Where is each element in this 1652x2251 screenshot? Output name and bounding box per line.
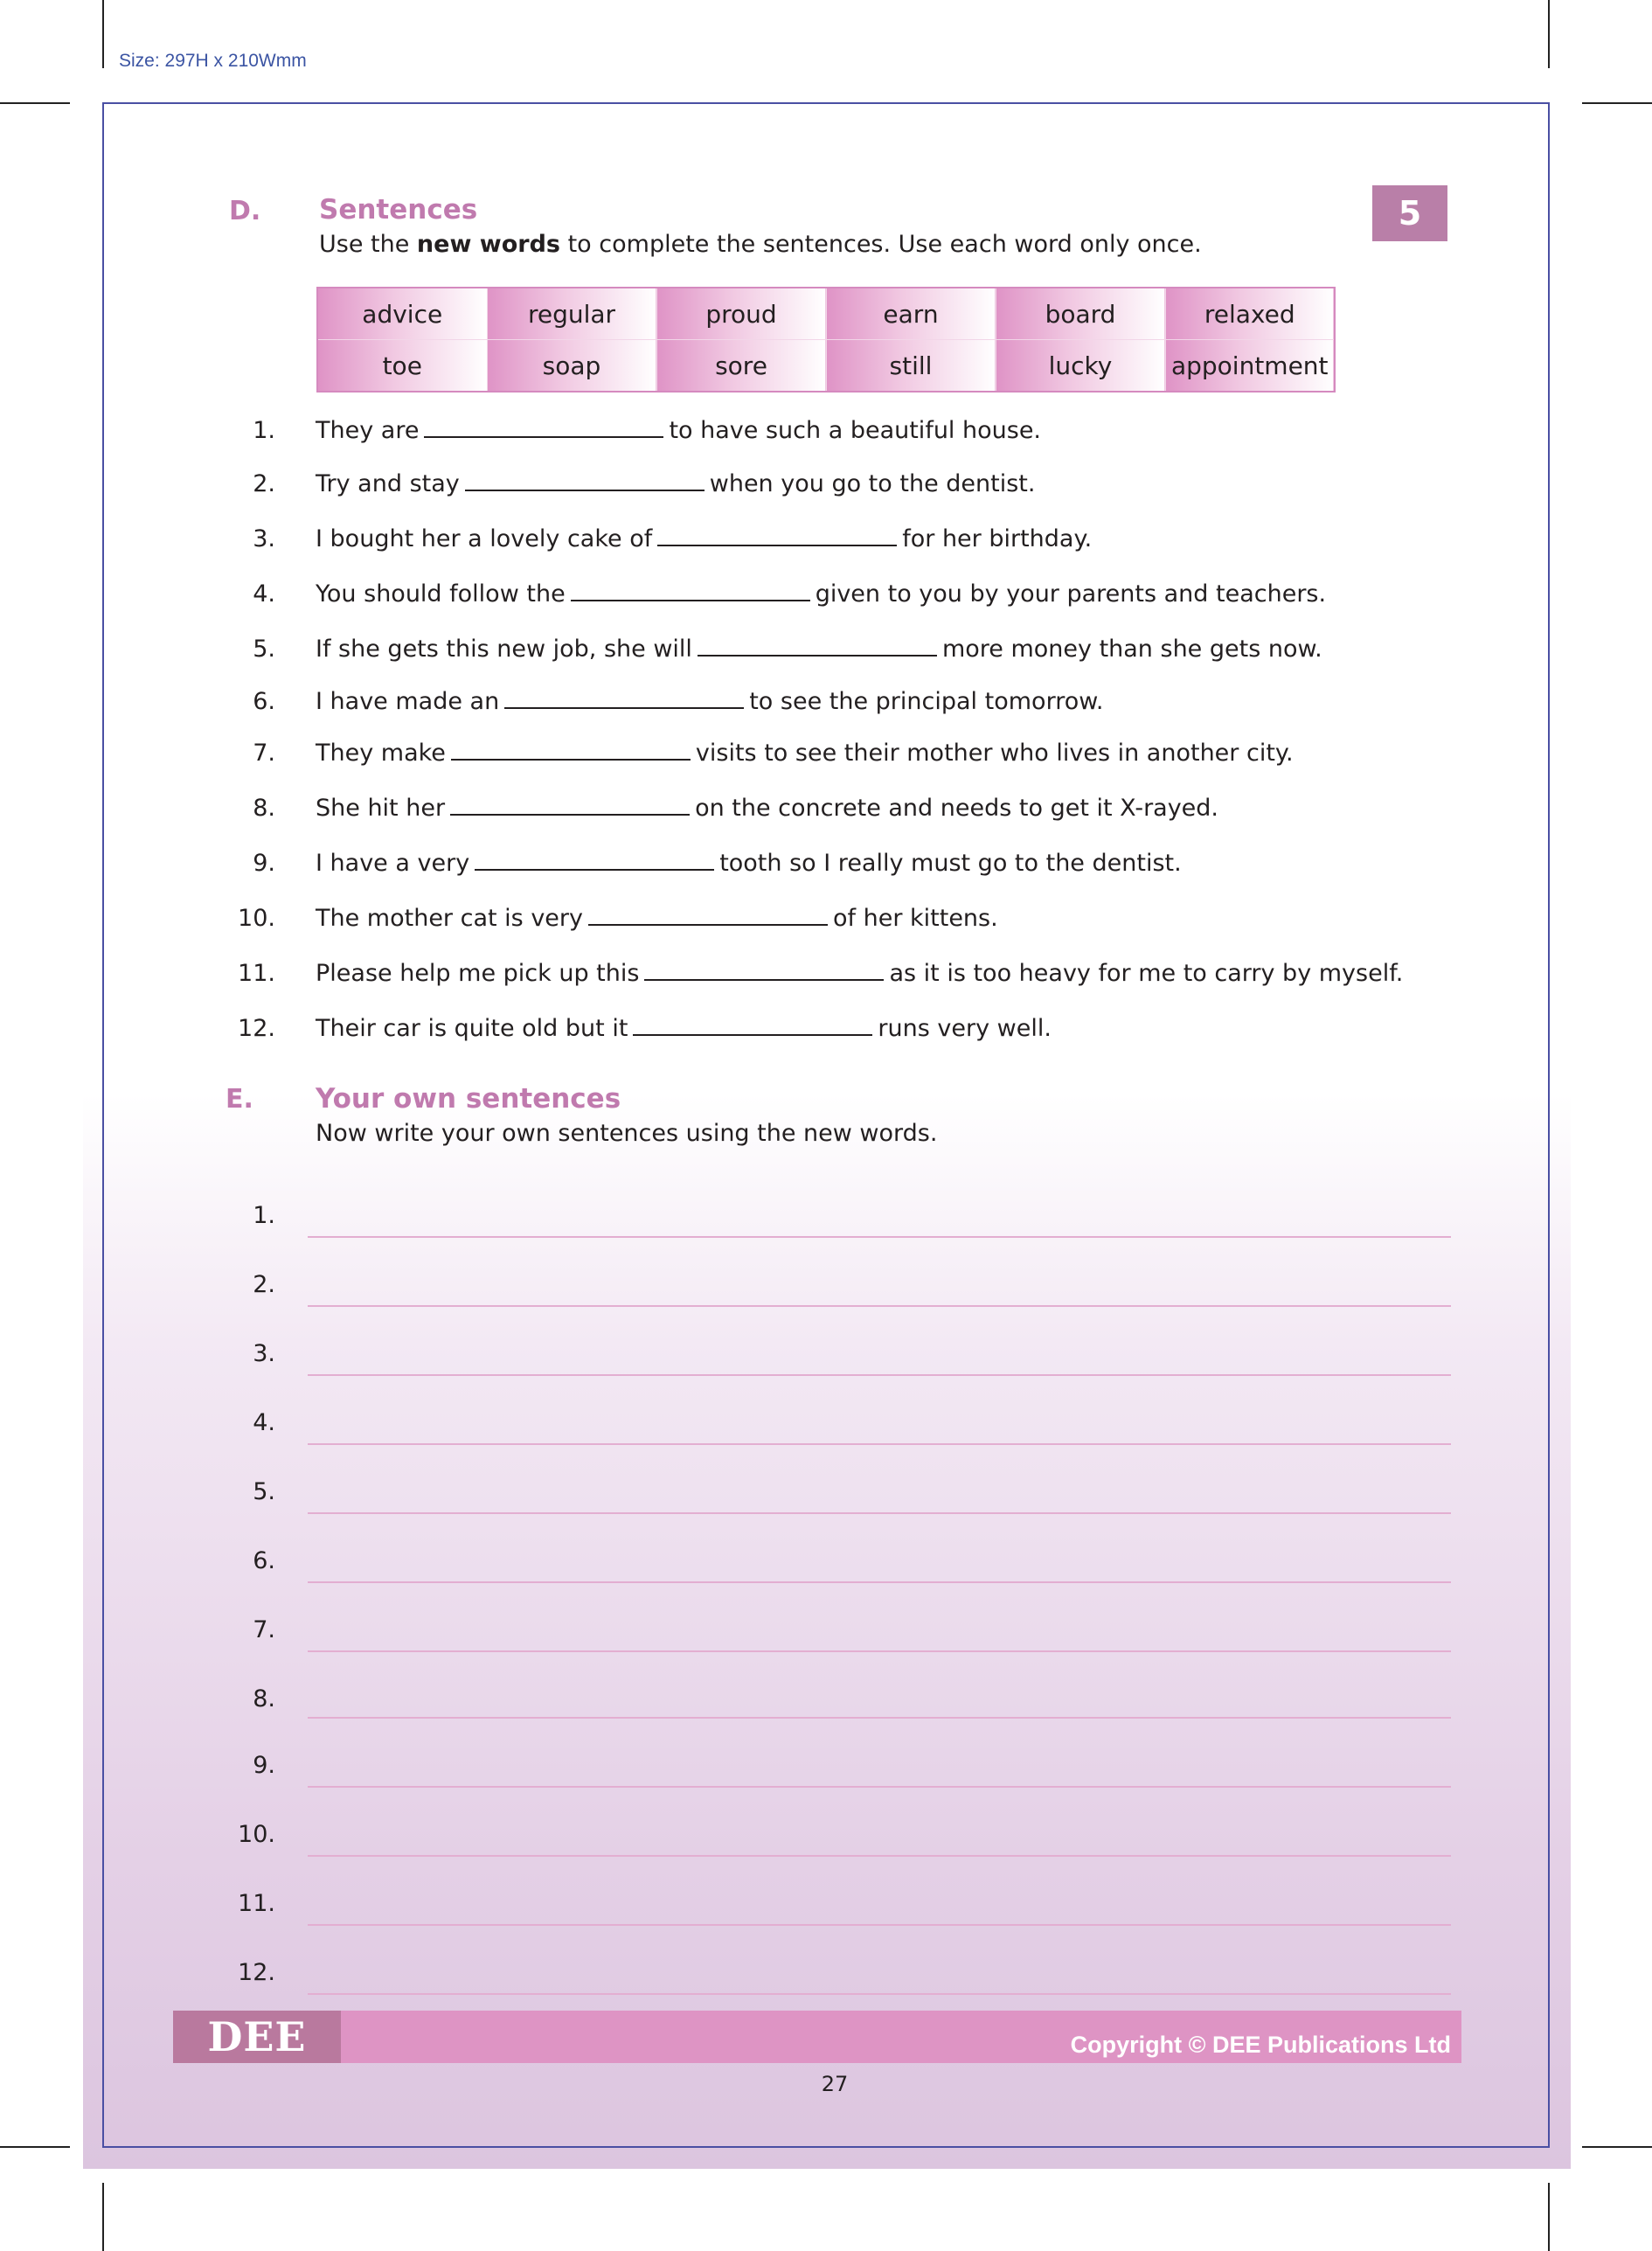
crop-mark xyxy=(1548,0,1550,68)
crop-mark xyxy=(0,102,70,104)
writing-line[interactable] xyxy=(308,1924,1451,1926)
writing-line[interactable] xyxy=(308,1374,1451,1376)
word-bank-table xyxy=(316,287,1336,393)
line-number: 1. xyxy=(253,1202,275,1229)
line-number: 9. xyxy=(253,1752,275,1779)
writing-line[interactable] xyxy=(308,1650,1451,1652)
line-number: 5. xyxy=(253,1478,275,1505)
answer-blank[interactable] xyxy=(504,688,744,709)
answer-blank[interactable] xyxy=(465,470,705,491)
word-bank-cell: relaxed xyxy=(1165,288,1335,340)
word-bank-cell: regular xyxy=(487,288,656,340)
crop-mark xyxy=(102,0,104,68)
writing-line[interactable] xyxy=(308,1717,1451,1719)
answer-blank[interactable] xyxy=(657,525,897,546)
section-d-title: Sentences xyxy=(319,194,478,226)
word-bank-cell: board xyxy=(996,288,1165,340)
section-d-instruction: Use the new words to complete the sentences. Use each word only once. xyxy=(319,231,1202,258)
writing-line[interactable] xyxy=(308,1993,1451,1995)
line-number: 10. xyxy=(238,1821,275,1848)
line-number: 8. xyxy=(253,1685,275,1713)
answer-blank[interactable] xyxy=(633,1015,872,1036)
writing-line[interactable] xyxy=(308,1786,1451,1788)
writing-line[interactable] xyxy=(308,1443,1451,1445)
question-text: They make visits to see their mother who lives in another city. xyxy=(316,740,1294,767)
question-number: 3. xyxy=(253,525,275,552)
question-number: 9. xyxy=(253,850,275,877)
writing-line[interactable] xyxy=(308,1581,1451,1583)
writing-line[interactable] xyxy=(308,1305,1451,1307)
answer-blank[interactable] xyxy=(451,740,691,761)
question-text: I have a very tooth so I really must go to the dentist. xyxy=(316,850,1182,877)
size-label: Size: 297H x 210Wmm xyxy=(119,51,307,71)
line-number: 3. xyxy=(253,1340,275,1367)
publisher-logo: DEE xyxy=(173,2011,341,2063)
word-bank-row xyxy=(317,340,1335,393)
question-number: 7. xyxy=(253,740,275,767)
crop-mark xyxy=(0,2146,70,2148)
line-number: 2. xyxy=(253,1271,275,1298)
footer-bar xyxy=(173,2011,1461,2063)
word-bank-cell: appointment xyxy=(1165,340,1335,393)
crop-mark xyxy=(1582,2146,1652,2148)
answer-blank[interactable] xyxy=(450,795,690,816)
word-bank-cell: advice xyxy=(317,288,487,340)
word-bank-cell: sore xyxy=(656,340,826,393)
question-text: Try and stay when you go to the dentist. xyxy=(316,470,1036,497)
line-number: 12. xyxy=(238,1959,275,1986)
line-number: 6. xyxy=(253,1547,275,1574)
word-bank-cell: still xyxy=(826,340,996,393)
crop-mark xyxy=(1548,2183,1550,2251)
section-e-instruction: Now write your own sentences using the new words. xyxy=(316,1120,938,1147)
question-number: 8. xyxy=(253,795,275,822)
section-d-letter: D. xyxy=(229,196,261,226)
question-text: They are to have such a beautiful house. xyxy=(316,417,1042,444)
question-text: I have made an to see the principal tomorrow. xyxy=(316,688,1104,715)
question-number: 11. xyxy=(238,960,275,987)
writing-line[interactable] xyxy=(308,1855,1451,1857)
question-number: 10. xyxy=(238,905,275,932)
question-text: She hit her on the concrete and needs to get it X-rayed. xyxy=(316,795,1219,822)
copyright-text: Copyright © DEE Publications Ltd xyxy=(1070,2032,1451,2058)
line-number: 11. xyxy=(238,1890,275,1917)
question-number: 1. xyxy=(253,417,275,444)
question-text: Please help me pick up this as it is too heavy for me to carry by myself. xyxy=(316,960,1404,987)
answer-blank[interactable] xyxy=(475,850,714,871)
answer-blank[interactable] xyxy=(424,417,663,438)
section-e-title: Your own sentences xyxy=(316,1083,621,1115)
question-text: The mother cat is very of her kittens. xyxy=(316,905,998,932)
word-bank-cell: lucky xyxy=(996,340,1165,393)
instruction-bold: new words xyxy=(416,231,561,258)
line-number: 7. xyxy=(253,1616,275,1643)
section-e-letter: E. xyxy=(226,1084,253,1115)
word-bank-cell: toe xyxy=(317,340,487,393)
question-text: You should follow the given to you by your parents and teachers. xyxy=(316,580,1327,608)
question-text: Their car is quite old but it runs very well. xyxy=(316,1015,1052,1042)
answer-blank[interactable] xyxy=(571,580,810,601)
word-bank-cell: proud xyxy=(656,288,826,340)
question-text: I bought her a lovely cake of for her birthday. xyxy=(316,525,1093,552)
question-number: 5. xyxy=(253,636,275,663)
writing-line[interactable] xyxy=(308,1512,1451,1514)
crop-mark xyxy=(1582,102,1652,104)
question-number: 2. xyxy=(253,470,275,497)
answer-blank[interactable] xyxy=(644,960,884,981)
question-number: 6. xyxy=(253,688,275,715)
question-text: If she gets this new job, she will more money than she gets now. xyxy=(316,636,1322,663)
writing-line[interactable] xyxy=(308,1236,1451,1238)
unit-number-badge: 5 xyxy=(1372,185,1447,241)
crop-mark xyxy=(102,2183,104,2251)
question-number: 12. xyxy=(238,1015,275,1042)
answer-blank[interactable] xyxy=(698,636,937,657)
line-number: 4. xyxy=(253,1409,275,1436)
word-bank-cell: soap xyxy=(487,340,656,393)
page-number: 27 xyxy=(821,2072,849,2096)
word-bank-row xyxy=(317,288,1335,340)
question-number: 4. xyxy=(253,580,275,608)
word-bank-cell: earn xyxy=(826,288,996,340)
answer-blank[interactable] xyxy=(588,905,828,926)
